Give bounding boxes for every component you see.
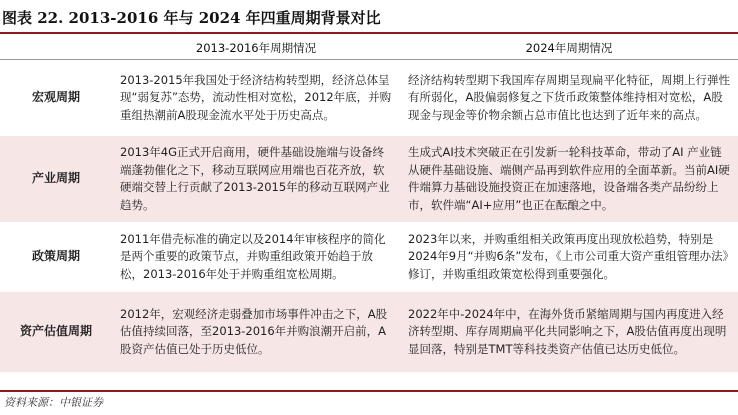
header-2013-2016: 2013-2016年周期情况: [112, 36, 400, 60]
row-label: 政策周期: [31, 249, 80, 264]
cell-2024: 经济结构转型期下我国库存周期呈现扁平化特征，周期上行弹性有所弱化，A股偏弱修复之下货币政策整体维持相对宽松，A股现金与现金等价物余额占总市值比也达到了近年来的高点。: [408, 72, 730, 122]
row-label: 产业周期: [0, 136, 112, 222]
bottom-rule: [0, 390, 738, 392]
table-row: [0, 222, 738, 292]
cell-2024: 2023年以来，并购重组相关政策再度出现放松趋势，特别是2024年9月“并购6条”发布，《上市公司重大资产重组管理办法》修订，并购重组政策宽松得到重要强化。: [408, 231, 729, 281]
source-note: 资料来源：中银证券: [4, 396, 103, 409]
table-header-row: [0, 36, 738, 60]
cell-2013-2016: 2012年，宏观经济走弱叠加市场事件冲击之下，A股估值持续回落，至2013-2016年并购浪潮开启前，A股资产估值已处于历史低位。: [112, 292, 400, 372]
cell-2024: 生成式AI技术突破正在引发新一轮科技革命，带动了AI 产业链从硬件基础设施、端侧产品再到软件应用的全面革新。当前AI硬件端算力基础设施投资正在加速落地，设备端各类产品纷纷上市，软件端“AI+应用”也正在酝酿之中。: [400, 136, 738, 222]
header-blank: [0, 36, 112, 60]
table-row: [0, 60, 738, 137]
cell-2013-2016: 2013年4G正式开启商用，硬件基础设施端与设备终端蓬勃催化之下，移动互联网应用端也百花齐放，软硬端交替上行贡献了2013-2015年的移动互联网产业趋势。: [112, 136, 400, 222]
cell-2024: 2022年中-2024年中，在海外货币紧缩周期与国内再度进入经济转型期、库存周期扁平化共同影响之下，A股估值再度出现明显回落，特别是TMT等科技类资产估值已达历史低位。: [400, 292, 738, 372]
row-label: 宏观周期: [31, 90, 80, 105]
cell-2013-2016: 2013-2015年我国处于经济结构转型期，经济总体呈现“弱复苏”态势，流动性相对宽松，2012年底，并购重组热潮前A股现金流水平处于历史高点。: [120, 72, 392, 122]
figure-title: 图表 22. 2013-2016 年与 2024 年四重周期背景对比: [2, 9, 381, 27]
header-2024: 2024年周期情况: [400, 36, 738, 60]
title-bar: [0, 0, 738, 34]
comparison-table: [0, 36, 738, 372]
row-label: 资产估值周期: [0, 292, 112, 372]
cell-2013-2016: 2011年借壳标准的确定以及2014年审核程序的简化是两个重要的政策节点，并购重组政策开始趋于放松，2013-2016年处于并购重组宽松周期。: [120, 231, 386, 281]
table-row: [0, 292, 738, 372]
table-row: [0, 136, 738, 222]
